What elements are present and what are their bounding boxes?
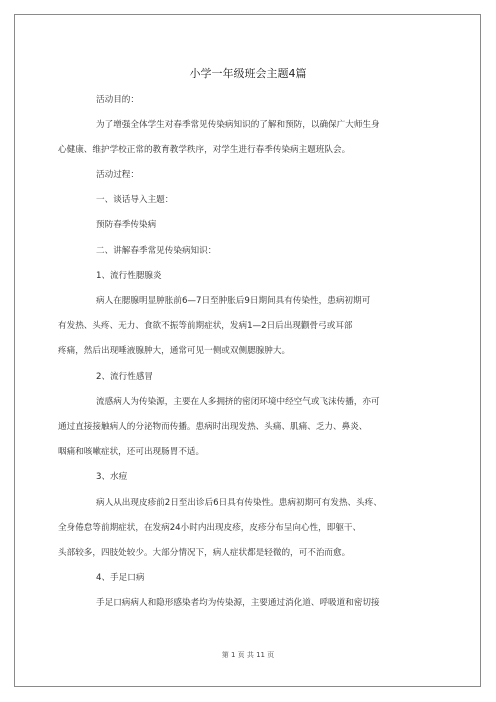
paragraph-line: 有发热、头疼、无力、食欲不振等前期症状，发病1—2日后出现颧骨弓或耳部 <box>58 321 353 331</box>
subsection-heading: 4、手足口病 <box>96 573 145 583</box>
paragraph-line: 咽痛和咳嗽症状，还可出现肠胃不适。 <box>58 447 205 457</box>
paragraph-line: 病人在腮腺明显肿胀前6—7日至肿胀后9日期间具有传染性，患病初期可 <box>96 296 371 306</box>
paragraph-line: 全身倦怠等前期症状，在发病24小时内出现皮疹，皮疹分布呈向心性，即躯干、 <box>58 523 362 533</box>
section-heading: 活动目的： <box>96 95 139 105</box>
paragraph-line: 心健康、维护学校正常的教育教学秩序，对学生进行春季传染病主题班队会。 <box>58 145 351 155</box>
paragraph-line: 病人从出现皮疹前2日至出诊后6日具有传染性。患病初期可有发热、头疼、 <box>96 498 382 508</box>
subsection-heading: 3、水痘 <box>96 472 128 482</box>
paragraph-line: 疼痛，然后出现唾液腺肿大，通常可见一侧或双侧腮腺肿大。 <box>58 346 291 356</box>
paragraph-line: 头部较多，四肢处较少。大部分情况下，病人症状都是轻微的，可不治而愈。 <box>58 548 351 558</box>
paragraph-line: 通过直接接触病人的分泌物而传播。患病时出现发热、头痛、肌痛、乏力、鼻炎、 <box>58 422 368 432</box>
paragraph-line: 为了增强全体学生对春季常见传染病知识的了解和预防，以确保广大师生身 <box>96 120 380 130</box>
section-heading: 二、讲解春季常见传染病知识： <box>96 246 217 256</box>
paragraph-line: 预防春季传染病 <box>96 220 157 230</box>
document-title: 小学一年级班会主题4篇 <box>189 67 307 80</box>
subsection-heading: 1、流行性腮腺炎 <box>96 271 162 281</box>
subsection-heading: 2、流行性感冒 <box>96 372 154 382</box>
paragraph-line: 流感病人为传染源，主要在人多拥挤的密闭环境中经空气或飞沫传播，亦可 <box>96 397 380 407</box>
section-heading: 一、谈话导入主题： <box>96 195 174 205</box>
page-number-footer: 第 1 页 共 11 页 <box>221 651 275 659</box>
paragraph-line: 手足口病病人和隐形感染者均为传染源，主要通过消化道、呼吸道和密切接 <box>96 598 380 608</box>
section-heading: 活动过程： <box>96 170 139 180</box>
